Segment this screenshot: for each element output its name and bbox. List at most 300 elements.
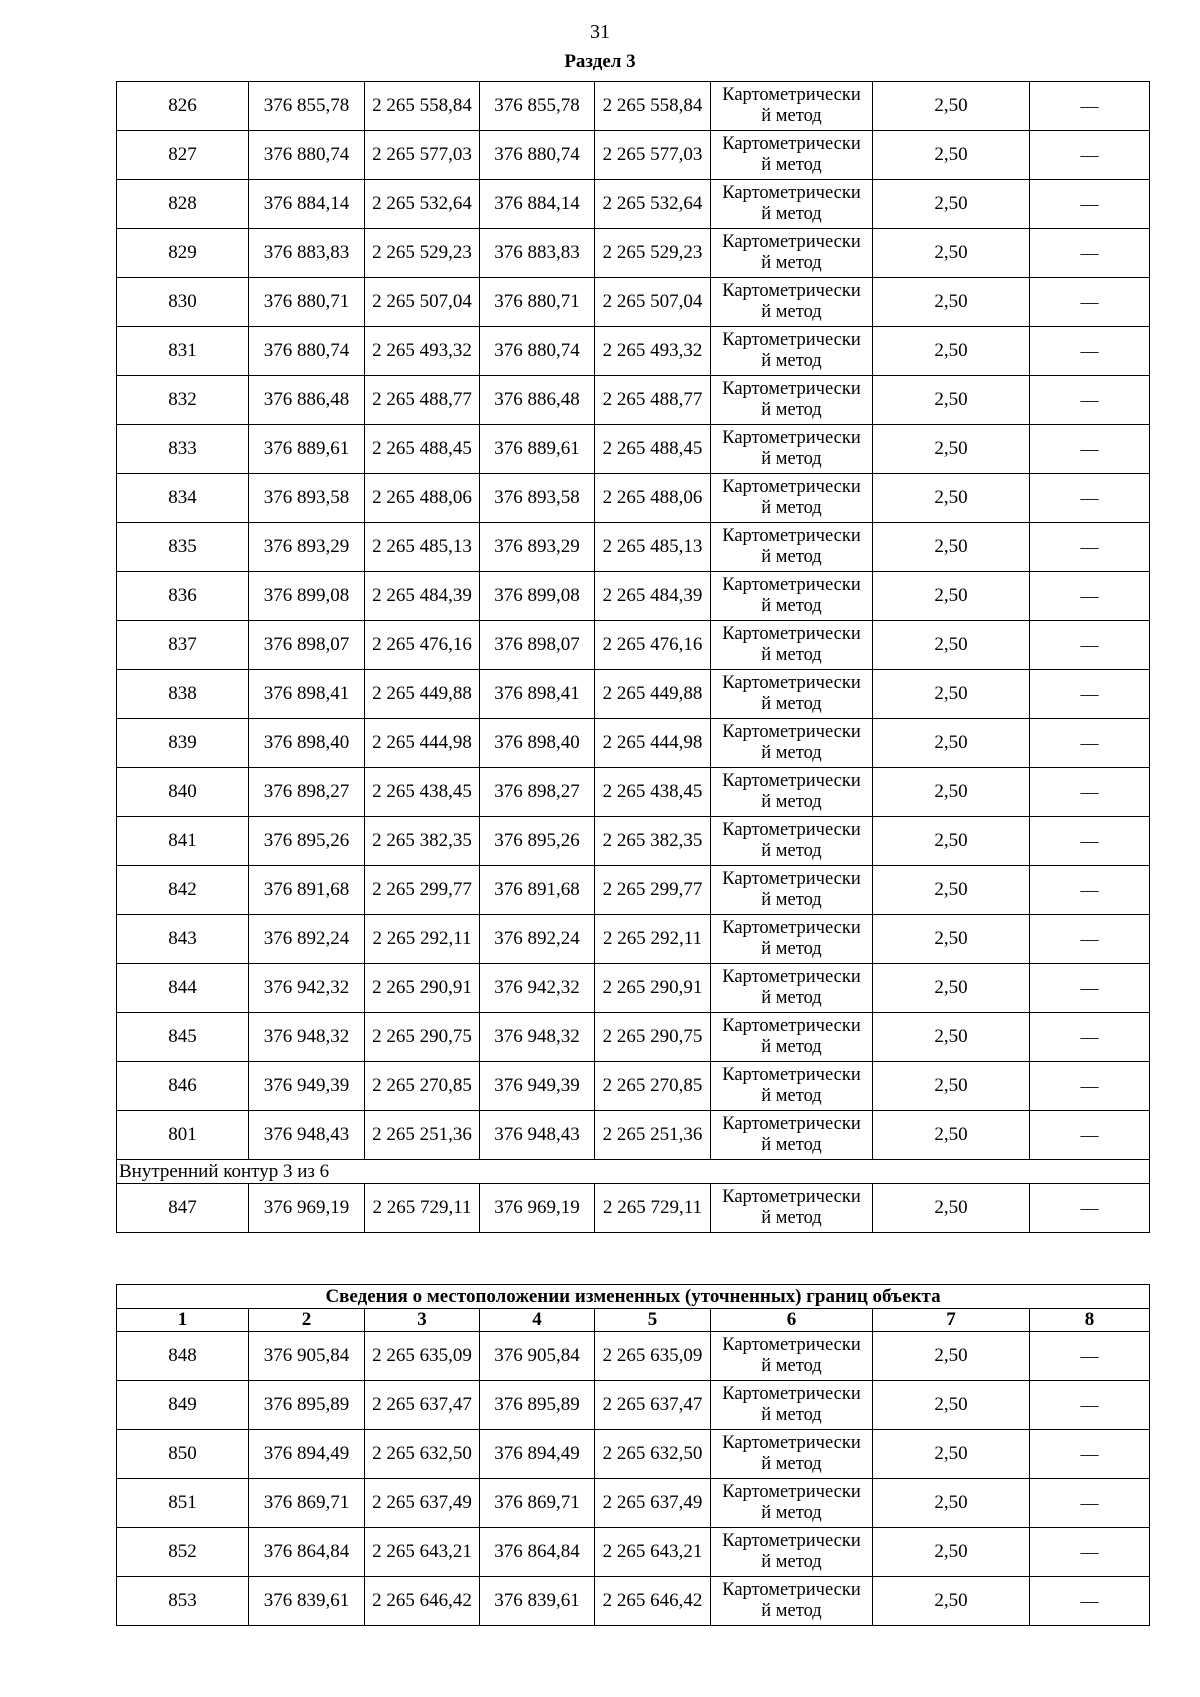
method-line-1: Картометрически [722,330,861,350]
column-number: 6 [711,1309,873,1332]
method-cell [711,376,873,425]
table-row [117,964,1150,1013]
accuracy: 2,50 [873,621,1030,670]
method-line-2: й метод [761,1601,822,1621]
method-line-2: й метод [761,547,822,567]
x-coordinate-new: 376 895,26 [480,817,595,866]
method-line-1: Картометрически [722,1187,861,1207]
y-coordinate-new: 2 265 558,84 [595,82,711,131]
method-cell [711,1381,873,1430]
y-coordinate-new: 2 265 485,13 [595,523,711,572]
x-coordinate: 376 869,71 [249,1479,365,1528]
page-number: 31 [590,21,610,43]
point-number: 846 [117,1062,249,1111]
x-coordinate: 376 949,39 [249,1062,365,1111]
y-coordinate-new: 2 265 577,03 [595,131,711,180]
table-row [117,1062,1150,1111]
note: — [1030,131,1150,180]
method-line-1: Картометрически [722,1335,861,1355]
method-line-2: й метод [761,694,822,714]
contour-label: Внутренний контур 3 из 6 [117,1160,1150,1184]
point-number: 843 [117,915,249,964]
method-cell [711,621,873,670]
note: — [1030,719,1150,768]
point-number: 849 [117,1381,249,1430]
method-line-2: й метод [761,1552,822,1572]
table-row [117,621,1150,670]
method-cell [711,278,873,327]
y-coordinate-new: 2 265 493,32 [595,327,711,376]
table-row [117,523,1150,572]
accuracy: 2,50 [873,474,1030,523]
y-coordinate: 2 265 290,91 [365,964,480,1013]
method-cell [711,1332,873,1381]
accuracy: 2,50 [873,1062,1030,1111]
method-line-1: Картометрически [722,575,861,595]
y-coordinate: 2 265 643,21 [365,1528,480,1577]
x-coordinate: 376 942,32 [249,964,365,1013]
y-coordinate-new: 2 265 251,36 [595,1111,711,1160]
method-cell [711,425,873,474]
point-number: 844 [117,964,249,1013]
note: — [1030,278,1150,327]
y-coordinate: 2 265 251,36 [365,1111,480,1160]
note: — [1030,1332,1150,1381]
point-number: 831 [117,327,249,376]
x-coordinate-new: 376 894,49 [480,1430,595,1479]
table-title-row [117,1285,1150,1309]
y-coordinate-new: 2 265 484,39 [595,572,711,621]
table-row [117,1528,1150,1577]
accuracy: 2,50 [873,327,1030,376]
method-line-1: Картометрически [722,1384,861,1404]
method-line-2: й метод [761,939,822,959]
accuracy: 2,50 [873,376,1030,425]
table-row [117,572,1150,621]
method-line-2: й метод [761,792,822,812]
method-line-1: Картометрически [722,1114,861,1134]
x-coordinate-new: 376 864,84 [480,1528,595,1577]
x-coordinate-new: 376 893,29 [480,523,595,572]
x-coordinate: 376 892,24 [249,915,365,964]
method-line-1: Картометрически [722,722,861,742]
y-coordinate-new: 2 265 507,04 [595,278,711,327]
method-cell [711,82,873,131]
table-row [117,131,1150,180]
y-coordinate-new: 2 265 270,85 [595,1062,711,1111]
method-line-1: Картометрически [722,428,861,448]
accuracy: 2,50 [873,670,1030,719]
y-coordinate: 2 265 444,98 [365,719,480,768]
accuracy: 2,50 [873,1479,1030,1528]
x-coordinate: 376 948,32 [249,1013,365,1062]
y-coordinate-new: 2 265 290,75 [595,1013,711,1062]
method-cell [711,229,873,278]
x-coordinate-new: 376 880,71 [480,278,595,327]
y-coordinate-new: 2 265 646,42 [595,1577,711,1626]
x-coordinate-new: 376 892,24 [480,915,595,964]
y-coordinate: 2 265 637,47 [365,1381,480,1430]
method-cell [711,866,873,915]
method-line-1: Картометрически [722,918,861,938]
method-line-1: Картометрически [722,379,861,399]
x-coordinate-new: 376 948,32 [480,1013,595,1062]
x-coordinate-new: 376 899,08 [480,572,595,621]
point-number: 847 [117,1184,249,1233]
column-number: 1 [117,1309,249,1332]
note: — [1030,327,1150,376]
accuracy: 2,50 [873,964,1030,1013]
accuracy: 2,50 [873,866,1030,915]
table-row [117,915,1150,964]
y-coordinate-new: 2 265 449,88 [595,670,711,719]
point-number: 828 [117,180,249,229]
accuracy: 2,50 [873,1332,1030,1381]
x-coordinate: 376 899,08 [249,572,365,621]
accuracy: 2,50 [873,82,1030,131]
point-number: 801 [117,1111,249,1160]
note: — [1030,572,1150,621]
y-coordinate: 2 265 476,16 [365,621,480,670]
method-line-1: Картометрически [722,1580,861,1600]
column-number: 5 [595,1309,711,1332]
y-coordinate: 2 265 646,42 [365,1577,480,1626]
x-coordinate: 376 969,19 [249,1184,365,1233]
note: — [1030,376,1150,425]
table-row [117,327,1150,376]
accuracy: 2,50 [873,1577,1030,1626]
note: — [1030,1528,1150,1577]
x-coordinate: 376 893,29 [249,523,365,572]
note: — [1030,1111,1150,1160]
y-coordinate: 2 265 577,03 [365,131,480,180]
y-coordinate: 2 265 488,06 [365,474,480,523]
method-cell [711,1479,873,1528]
method-line-1: Картометрически [722,624,861,644]
accuracy: 2,50 [873,572,1030,621]
table-row [117,474,1150,523]
x-coordinate-new: 376 969,19 [480,1184,595,1233]
note: — [1030,964,1150,1013]
y-coordinate-new: 2 265 488,77 [595,376,711,425]
method-line-1: Картометрически [722,85,861,105]
method-line-1: Картометрически [722,134,861,154]
note: — [1030,82,1150,131]
note: — [1030,1479,1150,1528]
y-coordinate-new: 2 265 444,98 [595,719,711,768]
method-line-2: й метод [761,155,822,175]
method-cell [711,1062,873,1111]
y-coordinate: 2 265 382,35 [365,817,480,866]
x-coordinate-new: 376 905,84 [480,1332,595,1381]
method-line-1: Картометрически [722,281,861,301]
column-number: 3 [365,1309,480,1332]
accuracy: 2,50 [873,229,1030,278]
x-coordinate-new: 376 839,61 [480,1577,595,1626]
x-coordinate: 376 880,74 [249,131,365,180]
note: — [1030,180,1150,229]
y-coordinate-new: 2 265 729,11 [595,1184,711,1233]
y-coordinate: 2 265 558,84 [365,82,480,131]
accuracy: 2,50 [873,719,1030,768]
method-cell [711,474,873,523]
point-number: 826 [117,82,249,131]
method-line-1: Картометрически [722,771,861,791]
method-cell [711,1184,873,1233]
method-line-2: й метод [761,1037,822,1057]
x-coordinate: 376 880,71 [249,278,365,327]
x-coordinate: 376 886,48 [249,376,365,425]
point-number: 841 [117,817,249,866]
method-cell [711,915,873,964]
method-cell [711,523,873,572]
point-number: 848 [117,1332,249,1381]
point-number: 833 [117,425,249,474]
column-number: 7 [873,1309,1030,1332]
method-line-1: Картометрически [722,1433,861,1453]
accuracy: 2,50 [873,1528,1030,1577]
point-number: 853 [117,1577,249,1626]
y-coordinate: 2 265 292,11 [365,915,480,964]
y-coordinate: 2 265 449,88 [365,670,480,719]
y-coordinate-new: 2 265 488,06 [595,474,711,523]
accuracy: 2,50 [873,915,1030,964]
method-cell [711,964,873,1013]
method-cell [711,1430,873,1479]
x-coordinate: 376 898,27 [249,768,365,817]
accuracy: 2,50 [873,131,1030,180]
method-cell [711,817,873,866]
x-coordinate-new: 376 949,39 [480,1062,595,1111]
y-coordinate-new: 2 265 438,45 [595,768,711,817]
accuracy: 2,50 [873,1013,1030,1062]
y-coordinate-new: 2 265 532,64 [595,180,711,229]
x-coordinate-new: 376 898,41 [480,670,595,719]
note: — [1030,817,1150,866]
note: — [1030,1430,1150,1479]
y-coordinate: 2 265 270,85 [365,1062,480,1111]
point-number: 839 [117,719,249,768]
x-coordinate-new: 376 869,71 [480,1479,595,1528]
point-number: 845 [117,1013,249,1062]
y-coordinate: 2 265 637,49 [365,1479,480,1528]
y-coordinate: 2 265 532,64 [365,180,480,229]
point-number: 830 [117,278,249,327]
point-number: 840 [117,768,249,817]
point-number: 837 [117,621,249,670]
method-line-1: Картометрически [722,1482,861,1502]
method-cell [711,327,873,376]
x-coordinate-new: 376 898,07 [480,621,595,670]
method-cell [711,670,873,719]
y-coordinate: 2 265 488,77 [365,376,480,425]
note: — [1030,768,1150,817]
method-cell [711,719,873,768]
x-coordinate-new: 376 942,32 [480,964,595,1013]
method-cell [711,768,873,817]
method-line-2: й метод [761,890,822,910]
table-row [117,376,1150,425]
table-row [117,1430,1150,1479]
method-line-1: Картометрически [722,869,861,889]
method-line-1: Картометрически [722,183,861,203]
x-coordinate: 376 839,61 [249,1577,365,1626]
point-number: 834 [117,474,249,523]
point-number: 835 [117,523,249,572]
table-row [117,1184,1150,1233]
method-line-2: й метод [761,351,822,371]
table-row [117,1332,1150,1381]
method-line-2: й метод [761,449,822,469]
y-coordinate: 2 265 290,75 [365,1013,480,1062]
method-line-2: й метод [761,1405,822,1425]
y-coordinate-new: 2 265 643,21 [595,1528,711,1577]
y-coordinate-new: 2 265 476,16 [595,621,711,670]
method-line-2: й метод [761,645,822,665]
note: — [1030,425,1150,474]
method-line-2: й метод [761,596,822,616]
x-coordinate: 376 898,41 [249,670,365,719]
accuracy: 2,50 [873,523,1030,572]
x-coordinate-new: 376 880,74 [480,327,595,376]
y-coordinate-new: 2 265 292,11 [595,915,711,964]
x-coordinate: 376 883,83 [249,229,365,278]
table-row [117,866,1150,915]
accuracy: 2,50 [873,1184,1030,1233]
method-line-2: й метод [761,302,822,322]
table-row [117,1577,1150,1626]
method-line-2: й метод [761,106,822,126]
method-line-2: й метод [761,841,822,861]
x-coordinate: 376 898,40 [249,719,365,768]
y-coordinate: 2 265 299,77 [365,866,480,915]
method-line-2: й метод [761,204,822,224]
x-coordinate-new: 376 855,78 [480,82,595,131]
method-line-2: й метод [761,1503,822,1523]
table-row [117,425,1150,474]
x-coordinate: 376 893,58 [249,474,365,523]
note: — [1030,1184,1150,1233]
method-line-2: й метод [761,988,822,1008]
accuracy: 2,50 [873,425,1030,474]
x-coordinate-new: 376 886,48 [480,376,595,425]
y-coordinate-new: 2 265 637,47 [595,1381,711,1430]
boundary-points-body [117,82,1150,1233]
y-coordinate-new: 2 265 488,45 [595,425,711,474]
x-coordinate: 376 884,14 [249,180,365,229]
y-coordinate: 2 265 488,45 [365,425,480,474]
method-line-1: Картометрически [722,526,861,546]
y-coordinate-new: 2 265 290,91 [595,964,711,1013]
x-coordinate: 376 891,68 [249,866,365,915]
note: — [1030,670,1150,719]
x-coordinate: 376 895,89 [249,1381,365,1430]
table-row [117,670,1150,719]
point-number: 850 [117,1430,249,1479]
method-line-1: Картометрически [722,1016,861,1036]
note: — [1030,229,1150,278]
note: — [1030,915,1150,964]
table-row [117,1479,1150,1528]
point-number: 842 [117,866,249,915]
method-cell [711,1111,873,1160]
table-row [117,817,1150,866]
x-coordinate-new: 376 883,83 [480,229,595,278]
x-coordinate: 376 880,74 [249,327,365,376]
y-coordinate-new: 2 265 635,09 [595,1332,711,1381]
table-row [117,278,1150,327]
accuracy: 2,50 [873,1111,1030,1160]
x-coordinate: 376 855,78 [249,82,365,131]
x-coordinate: 376 905,84 [249,1332,365,1381]
y-coordinate: 2 265 635,09 [365,1332,480,1381]
point-number: 827 [117,131,249,180]
x-coordinate-new: 376 884,14 [480,180,595,229]
x-coordinate-new: 376 893,58 [480,474,595,523]
table-row [117,719,1150,768]
accuracy: 2,50 [873,1381,1030,1430]
point-number: 832 [117,376,249,425]
y-coordinate-new: 2 265 382,35 [595,817,711,866]
method-line-1: Картометрически [722,1531,861,1551]
table-row [117,1013,1150,1062]
method-cell [711,1013,873,1062]
table-row [117,82,1150,131]
column-number: 4 [480,1309,595,1332]
note: — [1030,1062,1150,1111]
x-coordinate-new: 376 891,68 [480,866,595,915]
table-row [117,1381,1150,1430]
method-line-2: й метод [761,1135,822,1155]
note: — [1030,1381,1150,1430]
section-title: Раздел 3 [564,51,636,72]
y-coordinate: 2 265 493,32 [365,327,480,376]
point-number: 852 [117,1528,249,1577]
method-line-1: Картометрически [722,820,861,840]
y-coordinate-new: 2 265 632,50 [595,1430,711,1479]
y-coordinate: 2 265 485,13 [365,523,480,572]
note: — [1030,1013,1150,1062]
note: — [1030,474,1150,523]
y-coordinate-new: 2 265 529,23 [595,229,711,278]
y-coordinate-new: 2 265 299,77 [595,866,711,915]
method-line-2: й метод [761,1356,822,1376]
note: — [1030,621,1150,670]
table-row [117,229,1150,278]
changed-boundaries-table [116,1284,1150,1626]
method-line-2: й метод [761,1208,822,1228]
method-cell [711,1528,873,1577]
y-coordinate: 2 265 632,50 [365,1430,480,1479]
x-coordinate: 376 889,61 [249,425,365,474]
x-coordinate-new: 376 889,61 [480,425,595,474]
contour-label-row [117,1160,1150,1184]
method-line-2: й метод [761,743,822,763]
table-title: Сведения о местоположении измененных (уточненных) границ объекта [117,1285,1150,1309]
method-line-2: й метод [761,253,822,273]
method-cell [711,180,873,229]
method-line-1: Картометрически [722,477,861,497]
method-line-1: Картометрически [722,673,861,693]
y-coordinate: 2 265 507,04 [365,278,480,327]
x-coordinate-new: 376 898,27 [480,768,595,817]
x-coordinate: 376 898,07 [249,621,365,670]
boundary-points-table [116,81,1150,1233]
method-line-2: й метод [761,1454,822,1474]
accuracy: 2,50 [873,817,1030,866]
point-number: 836 [117,572,249,621]
changed-boundaries-body [117,1285,1150,1626]
